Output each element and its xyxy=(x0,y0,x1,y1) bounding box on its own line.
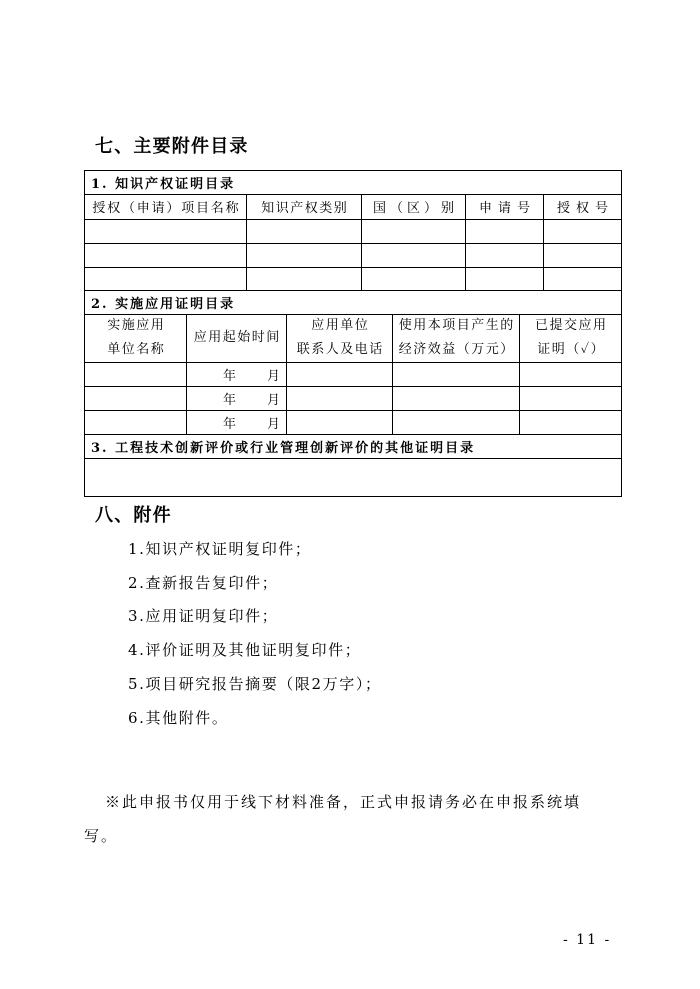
header-line: 单位名称 xyxy=(107,342,166,357)
header-line: 经济效益（万元） xyxy=(398,342,515,357)
header-line: 实施应用 xyxy=(107,318,166,333)
note-line: 写。 xyxy=(84,827,119,845)
app-col-proof-submitted xyxy=(520,315,621,362)
attachment-item: 2.查新报告复印件； xyxy=(128,574,279,592)
table-cell xyxy=(287,411,393,434)
table-cell xyxy=(466,268,544,290)
table-cell xyxy=(362,220,466,243)
attachment-item: 6.其他附件。 xyxy=(128,709,229,727)
note-line: ※此申报书仅用于线下材料准备，正式申报请务必在申报系统填 xyxy=(105,793,582,811)
table-cell xyxy=(544,268,621,290)
application-heading: 2. 实施应用证明目录 xyxy=(91,296,236,312)
attachment-item: 1.知识产权证明复印件； xyxy=(128,540,312,558)
header-line: 联系人及电话 xyxy=(296,342,384,357)
application-header-row xyxy=(85,315,621,363)
other-content-row xyxy=(85,459,621,496)
app-col-unit-name xyxy=(85,315,187,362)
table-cell xyxy=(520,387,621,410)
ip-col-application-no: 申请号 xyxy=(466,195,544,219)
table-cell xyxy=(520,411,621,434)
attachments-table xyxy=(84,170,622,497)
table-cell xyxy=(85,387,187,410)
app-col-start-time xyxy=(187,315,287,362)
table-row xyxy=(85,244,621,268)
table-cell xyxy=(85,220,247,243)
month-label: 月 xyxy=(267,416,281,432)
month-label: 月 xyxy=(267,368,281,384)
table-cell xyxy=(85,268,247,290)
ip-col-grant-no: 授权号 xyxy=(556,201,614,216)
table-cell xyxy=(247,220,362,243)
year-label: 年 xyxy=(223,368,237,384)
ip-col-country: 国（区）别 xyxy=(362,195,466,219)
table-cell xyxy=(544,244,621,267)
table-cell xyxy=(85,244,247,267)
table-cell xyxy=(393,363,520,386)
month-label: 月 xyxy=(267,392,281,408)
year-label: 年 xyxy=(223,416,237,432)
ip-heading: 1. 知识产权证明目录 xyxy=(91,176,236,192)
table-row xyxy=(85,387,621,411)
ip-header-row xyxy=(85,195,621,220)
page-number: - 11 - xyxy=(563,932,612,948)
section7-title: 七、主要附件目录 xyxy=(95,136,249,157)
table-cell xyxy=(393,387,520,410)
header-line: 已提交应用 xyxy=(534,318,608,333)
table-cell xyxy=(393,411,520,434)
table-cell xyxy=(85,411,187,434)
table-cell xyxy=(247,268,362,290)
header-line: 证明（✓） xyxy=(537,342,606,357)
app-col-economic-benefit xyxy=(393,315,520,362)
ip-col-ip-type: 知识产权类别 xyxy=(247,195,362,219)
table-row xyxy=(85,268,621,291)
table-row xyxy=(85,363,621,387)
table-cell xyxy=(466,244,544,267)
table-cell xyxy=(287,363,393,386)
header-line: 应用单位 xyxy=(311,318,370,333)
table-row xyxy=(85,220,621,244)
header-line: 应用起始时间 xyxy=(193,330,281,345)
table-cell xyxy=(85,363,187,386)
year-label: 年 xyxy=(223,392,237,408)
table-cell xyxy=(466,220,544,243)
start-time-cell xyxy=(187,387,287,410)
start-time-cell xyxy=(187,411,287,434)
table-cell xyxy=(362,244,466,267)
other-heading-row xyxy=(85,435,621,459)
table-cell xyxy=(287,387,393,410)
table-cell xyxy=(247,244,362,267)
table-row xyxy=(85,411,621,435)
start-time-cell xyxy=(187,363,287,386)
application-heading-row xyxy=(85,291,621,315)
attachment-item: 3.应用证明复印件； xyxy=(128,607,279,625)
table-cell xyxy=(544,220,621,243)
header-line: 使用本项目产生的 xyxy=(398,318,515,333)
attachment-item: 5.项目研究报告摘要（限2万字）； xyxy=(128,675,382,693)
attachment-item: 4.评价证明及其他证明复印件； xyxy=(128,641,362,659)
section8-title: 八、附件 xyxy=(95,505,172,526)
ip-heading-row xyxy=(85,171,621,195)
app-col-contact xyxy=(287,315,393,362)
ip-col-project-name: 授权（申请）项目名称 xyxy=(85,195,247,219)
table-cell xyxy=(362,268,466,290)
table-cell xyxy=(520,363,621,386)
other-heading: 3. 工程技术创新评价或行业管理创新评价的其他证明目录 xyxy=(91,440,476,456)
